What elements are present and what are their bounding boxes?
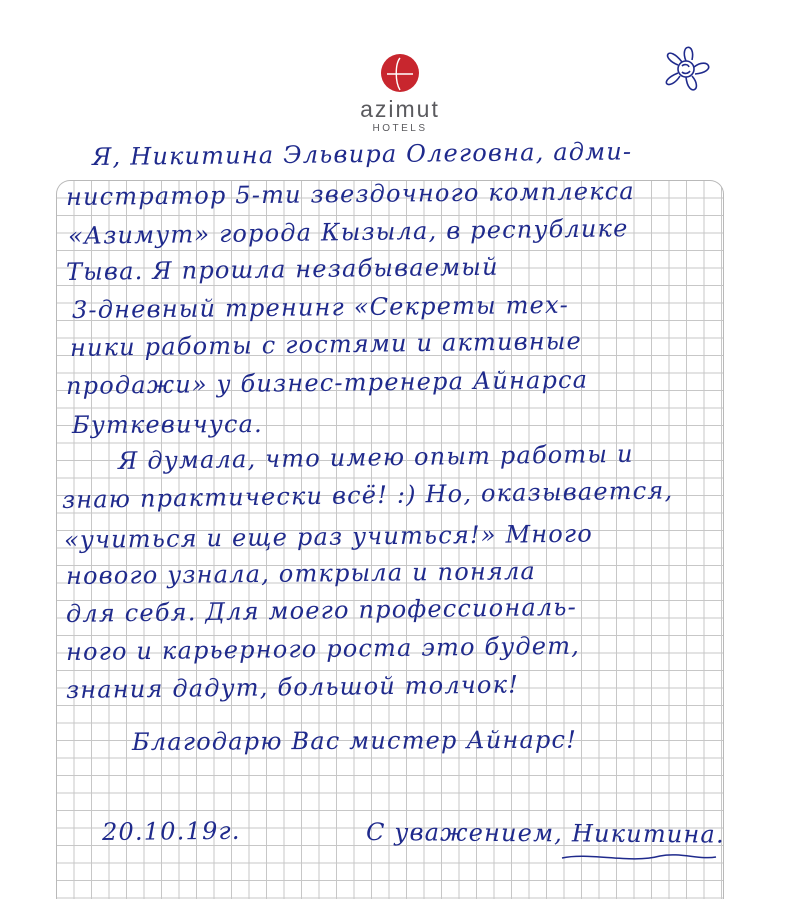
logo-sub-text: HOTELS — [372, 123, 428, 134]
letter-line: Я думала, что имею опыт работы и — [117, 439, 634, 475]
flower-doodle-icon — [646, 34, 726, 104]
letter-date: 20.10.19г. — [101, 816, 241, 846]
letter-line: Благодарю Вас мистер Айнарс! — [131, 725, 578, 756]
letter-line: 3-дневный тренинг «Секреты тех- — [71, 290, 570, 324]
letter-line: «Азимут» города Кызыла, в республике — [67, 214, 629, 250]
azimut-logo-mark — [371, 52, 429, 94]
letter-line: нового узнала, открыла и поняла — [65, 557, 537, 590]
letter-line: ники работы с гостями и активные — [69, 326, 583, 362]
letter-line: нистратор 5-ти звездочного комплекса — [65, 177, 635, 211]
logo-brand-text: azimut — [360, 96, 440, 122]
letter-line: знания дадут, большой толчок! — [65, 670, 520, 704]
letter-line: ного и карьерного роста это будет, — [65, 631, 581, 666]
letter-line: для себя. Для моего профессиональ- — [65, 592, 578, 628]
letter-line: Тыва. Я прошла незабываемый — [65, 252, 499, 286]
letter-line: знаю практически всё! :) Но, оказывается, — [61, 476, 674, 514]
letter-line: продажи» у бизнес-тренера Айнарса — [65, 365, 589, 400]
azimut-logo — [340, 52, 460, 134]
letter-line: «учиться и еще раз учиться!» Много — [63, 519, 594, 554]
letter-line: Я, Никитина Эльвира Олеговна, адми- — [91, 137, 633, 171]
signature-underline — [560, 848, 720, 868]
letter-line: Буткевичуса. — [71, 410, 263, 439]
letter-signoff: С уважением, Никитина. — [365, 818, 725, 849]
